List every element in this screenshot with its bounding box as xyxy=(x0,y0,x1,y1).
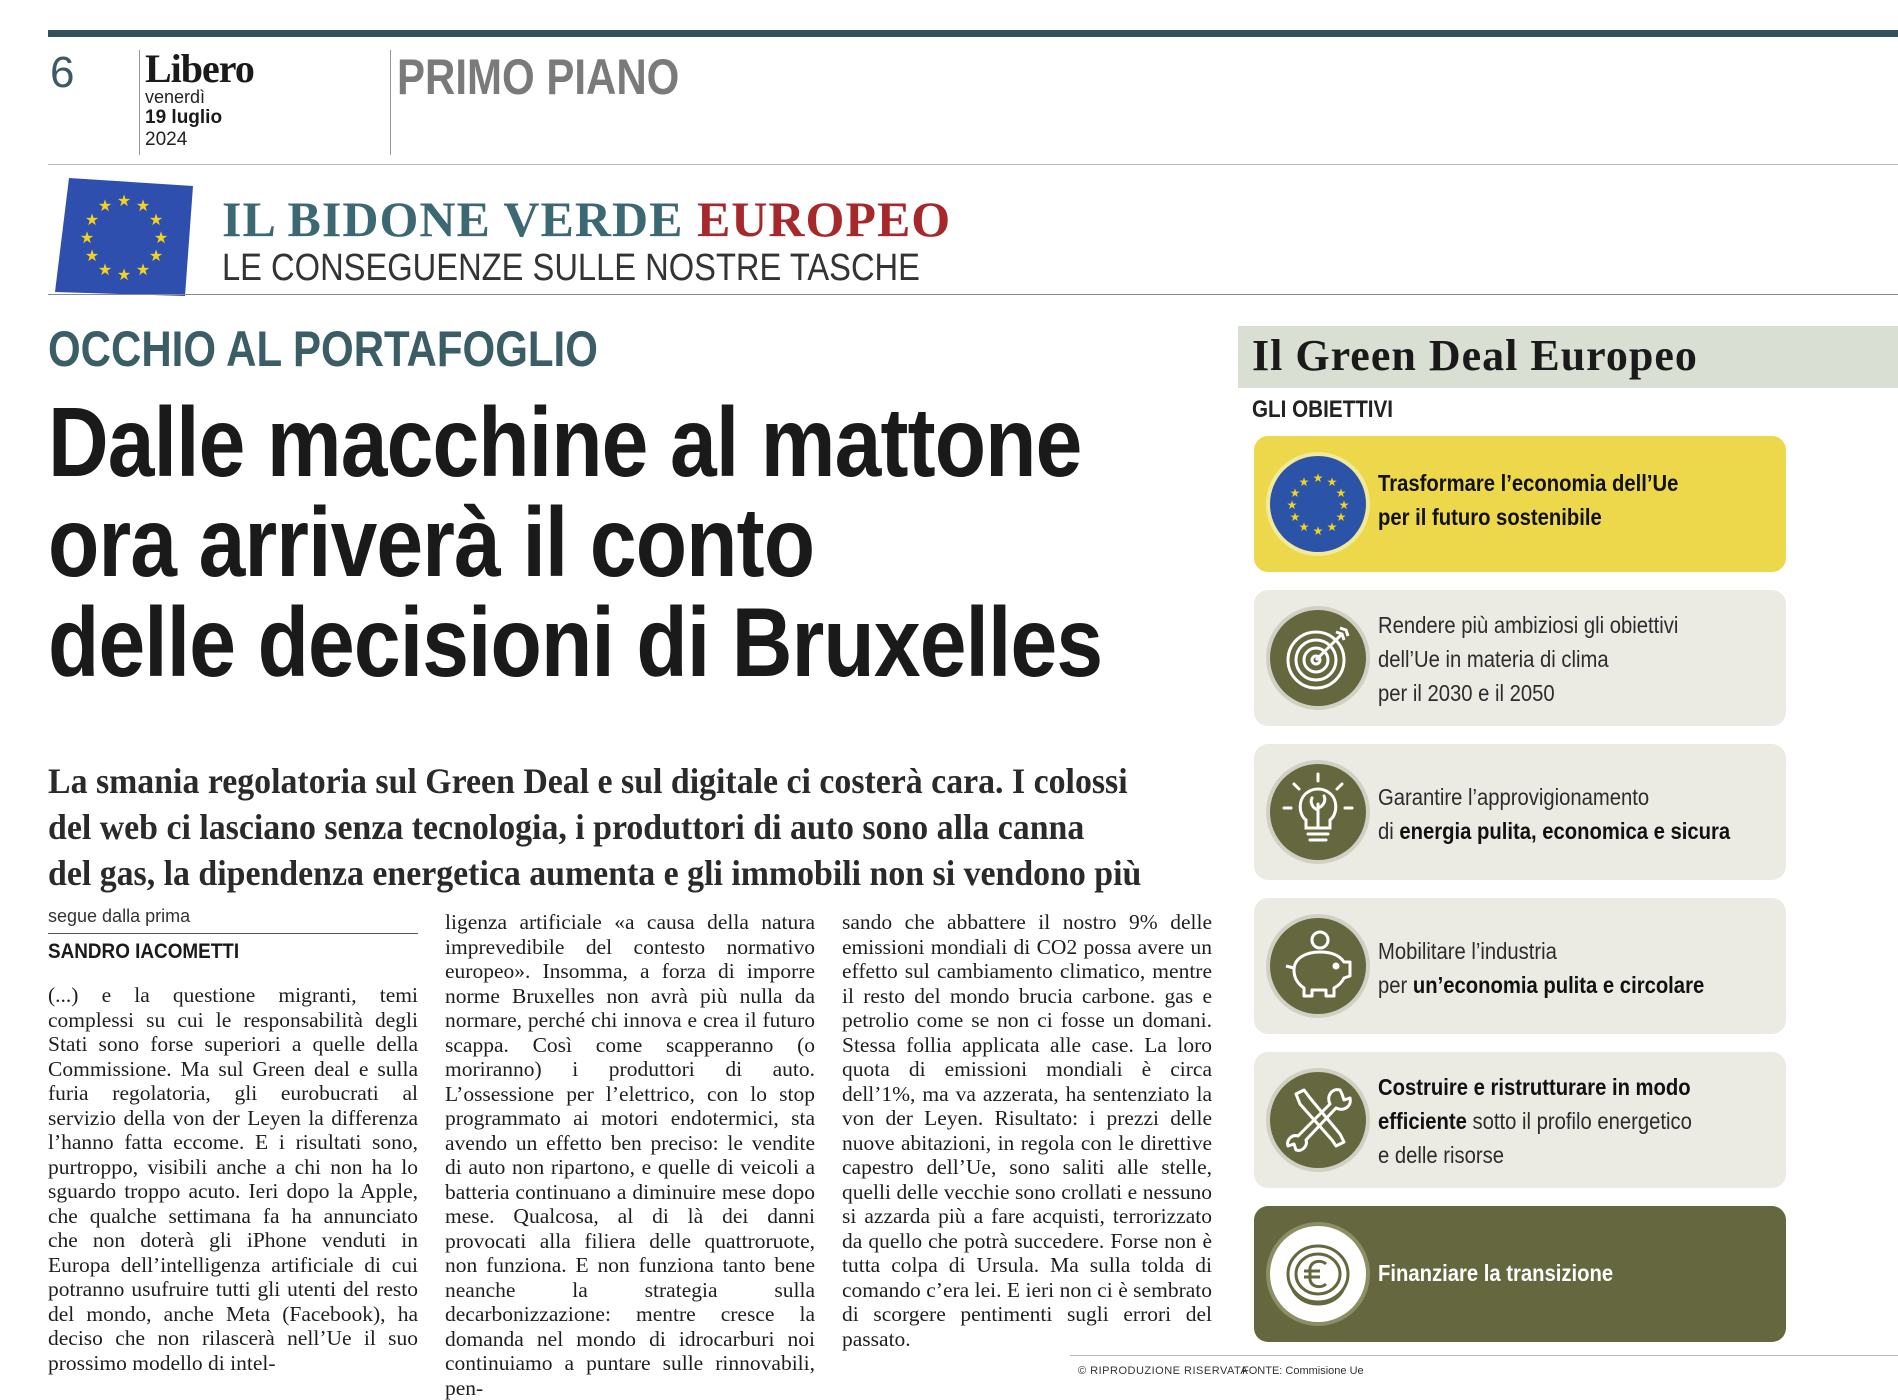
deck xyxy=(48,758,1214,896)
reproduction-notice: © RIPRODUZIONE RISERVATA xyxy=(1078,1365,1249,1377)
objective-line: Costruire e ristrutturare in modo xyxy=(1378,1074,1691,1100)
svg-text:★: ★ xyxy=(84,210,100,229)
objective-text xyxy=(1378,466,1730,534)
piggy-bank-icon xyxy=(1270,918,1366,1014)
svg-text:★: ★ xyxy=(1289,486,1301,500)
objective-card xyxy=(1254,744,1786,880)
headline-line: ora arriverà il conto xyxy=(48,487,815,597)
deck-line: del web ci lasciano senza tecnologia, i produttori di auto sono alla canna xyxy=(48,807,1085,847)
objective-line: Finanziare la transizione xyxy=(1378,1260,1614,1286)
issue-year: 2024 xyxy=(145,129,188,150)
footer-rule xyxy=(1070,1355,1898,1356)
article-column-1: (...) e la questione migranti, temi complessi su cui le responsabilità degli Stati sono forse superiori a quelle della Commissione. Ma sul Green deal e sulla furia regolatoria, gli eurobucrati al servizio della von der Leyen la differenza l’hanno fatta eccome. E i risultati sono, purtroppo, visibili anche a chi non ha lo sguardo troppo acuto. Ieri dopo la Apple, che qualche settimana fa ha annunciato che non doterà gli iPhone venduti in Europa dell’intelligenza artificiale di cui potranno usufruire tutti gli utenti del resto del mondo, anche Meta (Facebook), ha deciso che non rilascerà nell’Ue il suo prossimo modello di intel- xyxy=(48,983,418,1375)
objective-text xyxy=(1378,780,1730,848)
svg-text:★: ★ xyxy=(135,196,151,215)
headline xyxy=(48,387,1265,697)
objective-line: Garantire l’approvigionamento xyxy=(1378,784,1650,810)
objective-highlight: efficiente xyxy=(1378,1108,1467,1134)
source-note: FONTE: Commisione Ue xyxy=(1242,1365,1364,1377)
objective-highlight: un’economia pulita e circolare xyxy=(1412,972,1705,998)
banner-title xyxy=(222,190,951,248)
objective-line: Mobilitare l’industria xyxy=(1378,938,1557,964)
objective-text xyxy=(1378,1070,1730,1172)
headline-line: delle decisioni di Bruxelles xyxy=(48,587,1103,697)
objective-text xyxy=(1378,1256,1730,1290)
deck-line: La smania regolatoria sul Green Deal e sul digitale ci costerà cara. I colossi xyxy=(48,761,1128,801)
objective-line-suffix: sotto il profilo energetico xyxy=(1466,1108,1692,1134)
section-title: PRIMO PIANO xyxy=(397,49,680,105)
objective-line-prefix: di xyxy=(1378,818,1400,844)
target-icon xyxy=(1270,610,1366,706)
eu-stars-icon xyxy=(1270,456,1366,552)
masthead-divider xyxy=(390,50,391,155)
svg-text:★: ★ xyxy=(1326,475,1338,489)
svg-text:★: ★ xyxy=(116,265,132,284)
objective-line: per il 2030 e il 2050 xyxy=(1378,680,1555,706)
objective-text xyxy=(1378,608,1730,710)
svg-text:★: ★ xyxy=(1335,510,1347,524)
banner-title-green: IL BIDONE VERDE xyxy=(222,191,697,247)
svg-text:★: ★ xyxy=(97,196,113,215)
top-rule xyxy=(48,30,1898,37)
objective-card xyxy=(1254,1206,1786,1342)
banner-title-red: EUROPEO xyxy=(696,191,952,247)
tools-icon xyxy=(1270,1072,1366,1168)
banner-subtitle: LE CONSEGUENZE SULLE NOSTRE TASCHE xyxy=(222,247,920,289)
issue-date: 19 luglio xyxy=(145,107,223,128)
objective-line: e delle risorse xyxy=(1378,1142,1505,1168)
svg-text:★: ★ xyxy=(1312,524,1324,538)
byline: SANDRO IACOMETTI xyxy=(48,940,240,963)
objective-line xyxy=(1378,968,1730,1002)
objective-line: dell’Ue in materia di clima xyxy=(1378,646,1609,672)
article-column-2: ligenza artificiale «a causa della natura imprevedibile del contesto normativo europeo». Insomma, a forza di imporre norme Bruxelles non avrà più nulla da normare, perché chi innova e crea il futuro scappa. Così come scapperanno (o moriranno) i produttori di auto. L’ossessione per l’elettrico, con lo stop programmato ai motori endotermici, sta avendo un effetto ben preciso: le vendite di auto non ripartono, e quelle di veicoli a batteria continuano a diminuire mese dopo mese. Qualcosa, al di là dei danni provocati alla filiera delle quattroruote, non funziona. E non funziona tanto bene neanche la strategia sulla decarbonizzazione: mentre cresce la domanda nel mondo di idrocarburi noi continuiamo a puntare sulle rinnovabili, pen- xyxy=(445,910,815,1400)
continuation-note: segue dalla prima xyxy=(48,906,191,926)
byline-rule xyxy=(48,933,418,934)
objective-text xyxy=(1378,934,1730,1002)
svg-text:★: ★ xyxy=(116,191,132,210)
objective-card xyxy=(1254,436,1786,572)
lightbulb-icon xyxy=(1270,764,1366,860)
newspaper-logo: Libero xyxy=(145,46,254,91)
svg-text:★: ★ xyxy=(1338,498,1350,512)
svg-text:★: ★ xyxy=(97,260,113,279)
deck-line: del gas, la dipendenza energetica aumenta e gli immobili non si vendono più xyxy=(48,853,1142,893)
svg-text:★: ★ xyxy=(1286,498,1298,512)
banner-rule xyxy=(48,294,1898,295)
objective-line xyxy=(1378,814,1730,848)
svg-text:★: ★ xyxy=(153,228,169,247)
svg-text:★: ★ xyxy=(1298,475,1310,489)
masthead-divider xyxy=(139,50,140,155)
objective-highlight: energia pulita, economica e sicura xyxy=(1399,818,1731,844)
svg-text:★: ★ xyxy=(1298,520,1310,534)
article-column-3: sando che abbattere il nostro 9% delle emissioni mondiali di CO2 possa avere un effetto sul cambiamento climatico, mentre il resto del mondo brucia carbone. gas e petrolio come se non ci fosse un domani. Stessa follia applicata alle case. La loro quota di emissioni mondiali è circa dell’1%, ma va azzerata, ha sentenziato la von der Leyen. Risultato: i prezzi delle nuove abitazioni, in regola con le direttive capestro dell’Ue, sono saliti alle stelle, quelli delle vecchie sono crollati e nessuno si azzarda più a fare acquisti, terrorizzato da quello che potrà succedere. Forse non è tutta colpa di Ursula. Ma sulla tolda di comando c’era lei. E ieri non ci è sembrato di scorgere pentimenti sugli errori del passato. xyxy=(842,910,1212,1351)
objective-card xyxy=(1254,590,1786,726)
sidebar-title: Il Green Deal Europeo xyxy=(1252,331,1698,380)
objective-line: Rendere più ambiziosi gli obiettivi xyxy=(1378,612,1679,638)
objective-line-prefix: per xyxy=(1378,972,1413,998)
svg-text:★: ★ xyxy=(135,260,151,279)
svg-text:★: ★ xyxy=(84,246,100,265)
svg-text:★: ★ xyxy=(148,210,164,229)
objective-card xyxy=(1254,898,1786,1034)
headline-line: Dalle macchine al mattone xyxy=(48,387,1082,497)
objective-line xyxy=(1378,1104,1730,1138)
svg-text:★: ★ xyxy=(1289,510,1301,524)
objective-card xyxy=(1254,1052,1786,1188)
svg-text:★: ★ xyxy=(148,246,164,265)
euro-coin-icon xyxy=(1270,1226,1366,1322)
kicker: OCCHIO AL PORTAFOGLIO xyxy=(48,321,598,377)
page-number: 6 xyxy=(50,48,75,97)
objective-line: per il futuro sostenibile xyxy=(1378,504,1602,530)
svg-text:★: ★ xyxy=(1335,486,1347,500)
svg-text:★: ★ xyxy=(1312,471,1324,485)
svg-text:★: ★ xyxy=(1326,520,1338,534)
masthead-rule xyxy=(48,164,1898,165)
sidebar-subtitle: GLI OBIETTIVI xyxy=(1252,396,1394,423)
issue-weekday: venerdì xyxy=(145,87,206,107)
eu-flag-icon xyxy=(55,178,193,296)
objective-line: Trasformare l’economia dell’Ue xyxy=(1378,470,1679,496)
svg-text:★: ★ xyxy=(79,228,95,247)
